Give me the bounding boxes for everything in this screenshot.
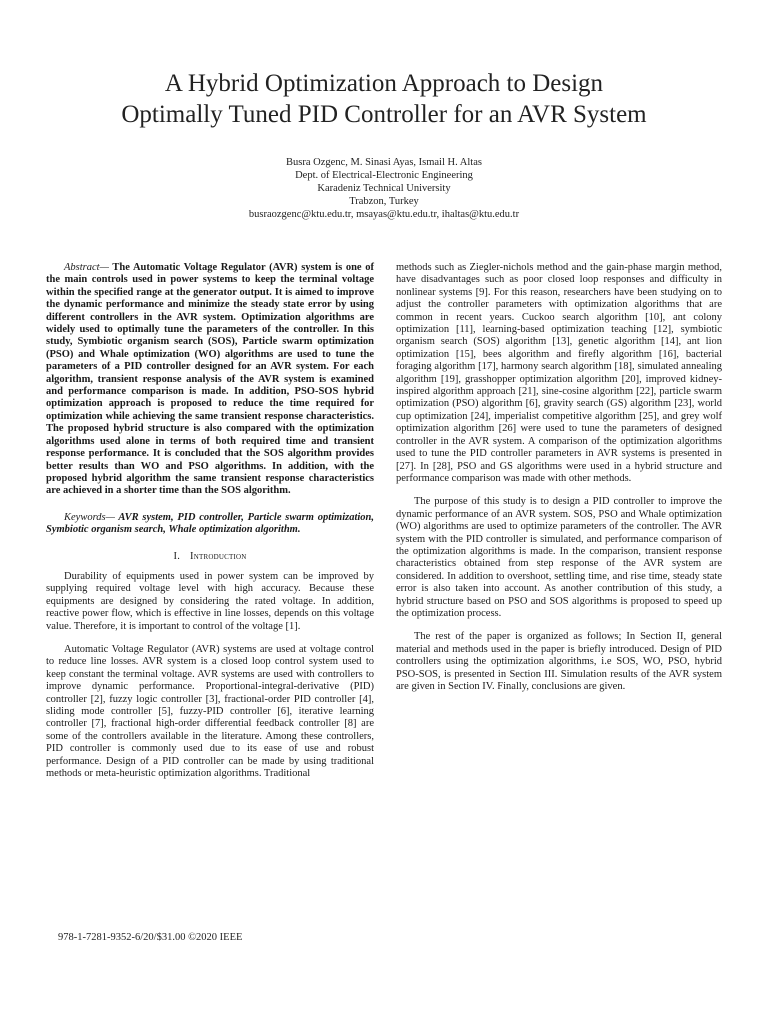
abstract-text: The Automatic Voltage Regulator (AVR) system is one of the main controls used in power systems to keep the terminal voltage within the specified range at the generator output. It is aimed to improve the dynamic performance and minimize the steady state error by using different controllers in the AVR system. Optimization algorithms are widely used to optimally tune the parameters of the controller. In this study, Symbiotic organism search (SOS), Particle swarm optimization (PSO) and Whale optimization (WO) algorithms are used to tune the parameters of a PID controller designed for an AVR system. For each algorithm, transient response analysis of the AVR system is examined and performance comparison is made. In addition, PSO-SOS hybrid optimization approach is proposed to reduce the time required for optimization while achieving the same transient response characteristics. The proposed hybrid structure is also compared with the optimization algorithms used alone in terms of both required time and transient response performance. It is concluded that the SOS algorithm provides better results than WO and PSO algorithms. In addition, with the proposed hybrid algorithm the same transient response characteristics are achieved in a shorter time than the SOS algorithm. (46, 262, 374, 497)
author-names: Busra Ozgenc, M. Sinasi Ayas, Ismail H. Altas (286, 157, 482, 168)
author-university: Karadeniz Technical University (317, 183, 451, 194)
intro-paragraph-3: methods such as Ziegler-nichols method and the gain-phase margin method, have disadvantages such as poor closed loop responses and difficulty in nonlinear systems [9]. For this reason, researchers have been studying on to adjust the controller parameters with optimization algorithms that are common in recent years. Cuckoo search algorithm [10], ant colony optimization [11], learning-based optimization teaching [12], symbiotic organism search (SOS) algorithm [13], genetic algorithm [14], ant lion optimization [15], bees algorithm and firefly algorithm [16], bacterial foraging algorithm [17], harmony search algorithm [18], simulated annealing algorithm [19], grasshopper optimization algorithm [20], improved kidney-inspired algorithm approach [21], sine-cosine algorithm [22], particle swarm optimization (PSO) algorithm [6], gravity search (GS) algorithm [23], world cup optimization [24], imperialist competitive algorithm [25], and grey wolf optimization algorithm [26] were used to tune the parameters of designed controller in the AVR system. A comparison of the optimization algorithms used to tune the PID controller parameters in AVR systems is presented in [27]. In [28], PSO and GS algorithms were used in a hybrid structure and performance comparison was made with other methods. (396, 262, 722, 484)
abstract (46, 262, 374, 498)
title-line-1: A Hybrid Optimization Approach to Design (164, 70, 604, 97)
section-heading-introduction (46, 551, 374, 563)
paper-title (30, 68, 738, 130)
keywords (46, 512, 374, 537)
keywords-label: Keywords— (64, 511, 115, 523)
intro-paragraph-2: Automatic Voltage Regulator (AVR) systems are used at voltage control to reduce line losses. AVR system is a closed loop control system used to keep constant the terminal voltage. AVR systems are used with controllers to improve dynamic performance. Proportional-integral-derivative (PID) controller [2], fuzzy logic controller [3], fractional-order PID controller [4], sliding mode controller [5], fuzzy-PID controller [6], iterative learning controller [7], fractional high-order differential feedback controller [8] are some of the controllers available in the literature. Among these controllers, PID controller is commonly used due to its ease of use and robust performance. Design of a PID controller can be made by using traditional methods or meta-heuristic optimization algorithms. Traditional (46, 643, 374, 780)
author-block (150, 156, 618, 221)
section-title: Introduction (190, 550, 247, 562)
title-line-2: Optimally Tuned PID Controller for an AVR System (121, 101, 647, 128)
intro-paragraph-4: The purpose of this study is to design a PID controller to improve the dynamic performance of an AVR system. SOS, PSO and Whale optimization (WO) algorithms are used to optimize parameters of the controller. The AVR system with the PID controller is simulated, and performance comparison of the optimization algorithms is made. In the comparison, transient response characteristics obtained from step response of the AVR system are considered. In addition to overshoot, settling time, and rise time, steady state error is also taken into account. As another contribution of this study, a hybrid structure based on PSO and SOS algorithms is proposed to speed up the optimization process. (396, 496, 722, 619)
author-emails: busraozgenc@ktu.edu.tr, msayas@ktu.edu.tr, ihaltas@ktu.edu.tr (248, 209, 520, 220)
left-column (46, 262, 374, 791)
right-column (396, 262, 722, 704)
intro-paragraph-1: Durability of equipments used in power system can be improved by supplying required voltage level with high accuracy. Because these equipments are designed by considering the rated voltage. In addition, reactive power flow, which is effective in line losses, depends on this voltage value. Therefore, it is important to control of the voltage [1]. (46, 570, 374, 632)
author-department: Dept. of Electrical-Electronic Engineering (295, 170, 473, 181)
keywords-text: AVR system, PID controller, Particle swarm optimization, Symbiotic organism search, Whale optimization algorithm. (46, 511, 374, 536)
section-number: I. (173, 550, 181, 562)
copyright-footer: 978-1-7281-9352-6/20/$31.00 ©2020 IEEE (58, 932, 243, 943)
intro-paragraph-5: The rest of the paper is organized as follows; In Section II, general material and methods used in the paper is briefly introduced. Design of PID controllers using the optimization algorithms, i.e SOS, WO, PSO, hybrid PSO-SOS, is presented in Section III. Simulation results of the AVR system are given in Section IV. Finally, conclusions are given. (396, 631, 722, 692)
abstract-label: Abstract— (64, 262, 109, 273)
author-location: Trabzon, Turkey (349, 196, 419, 207)
